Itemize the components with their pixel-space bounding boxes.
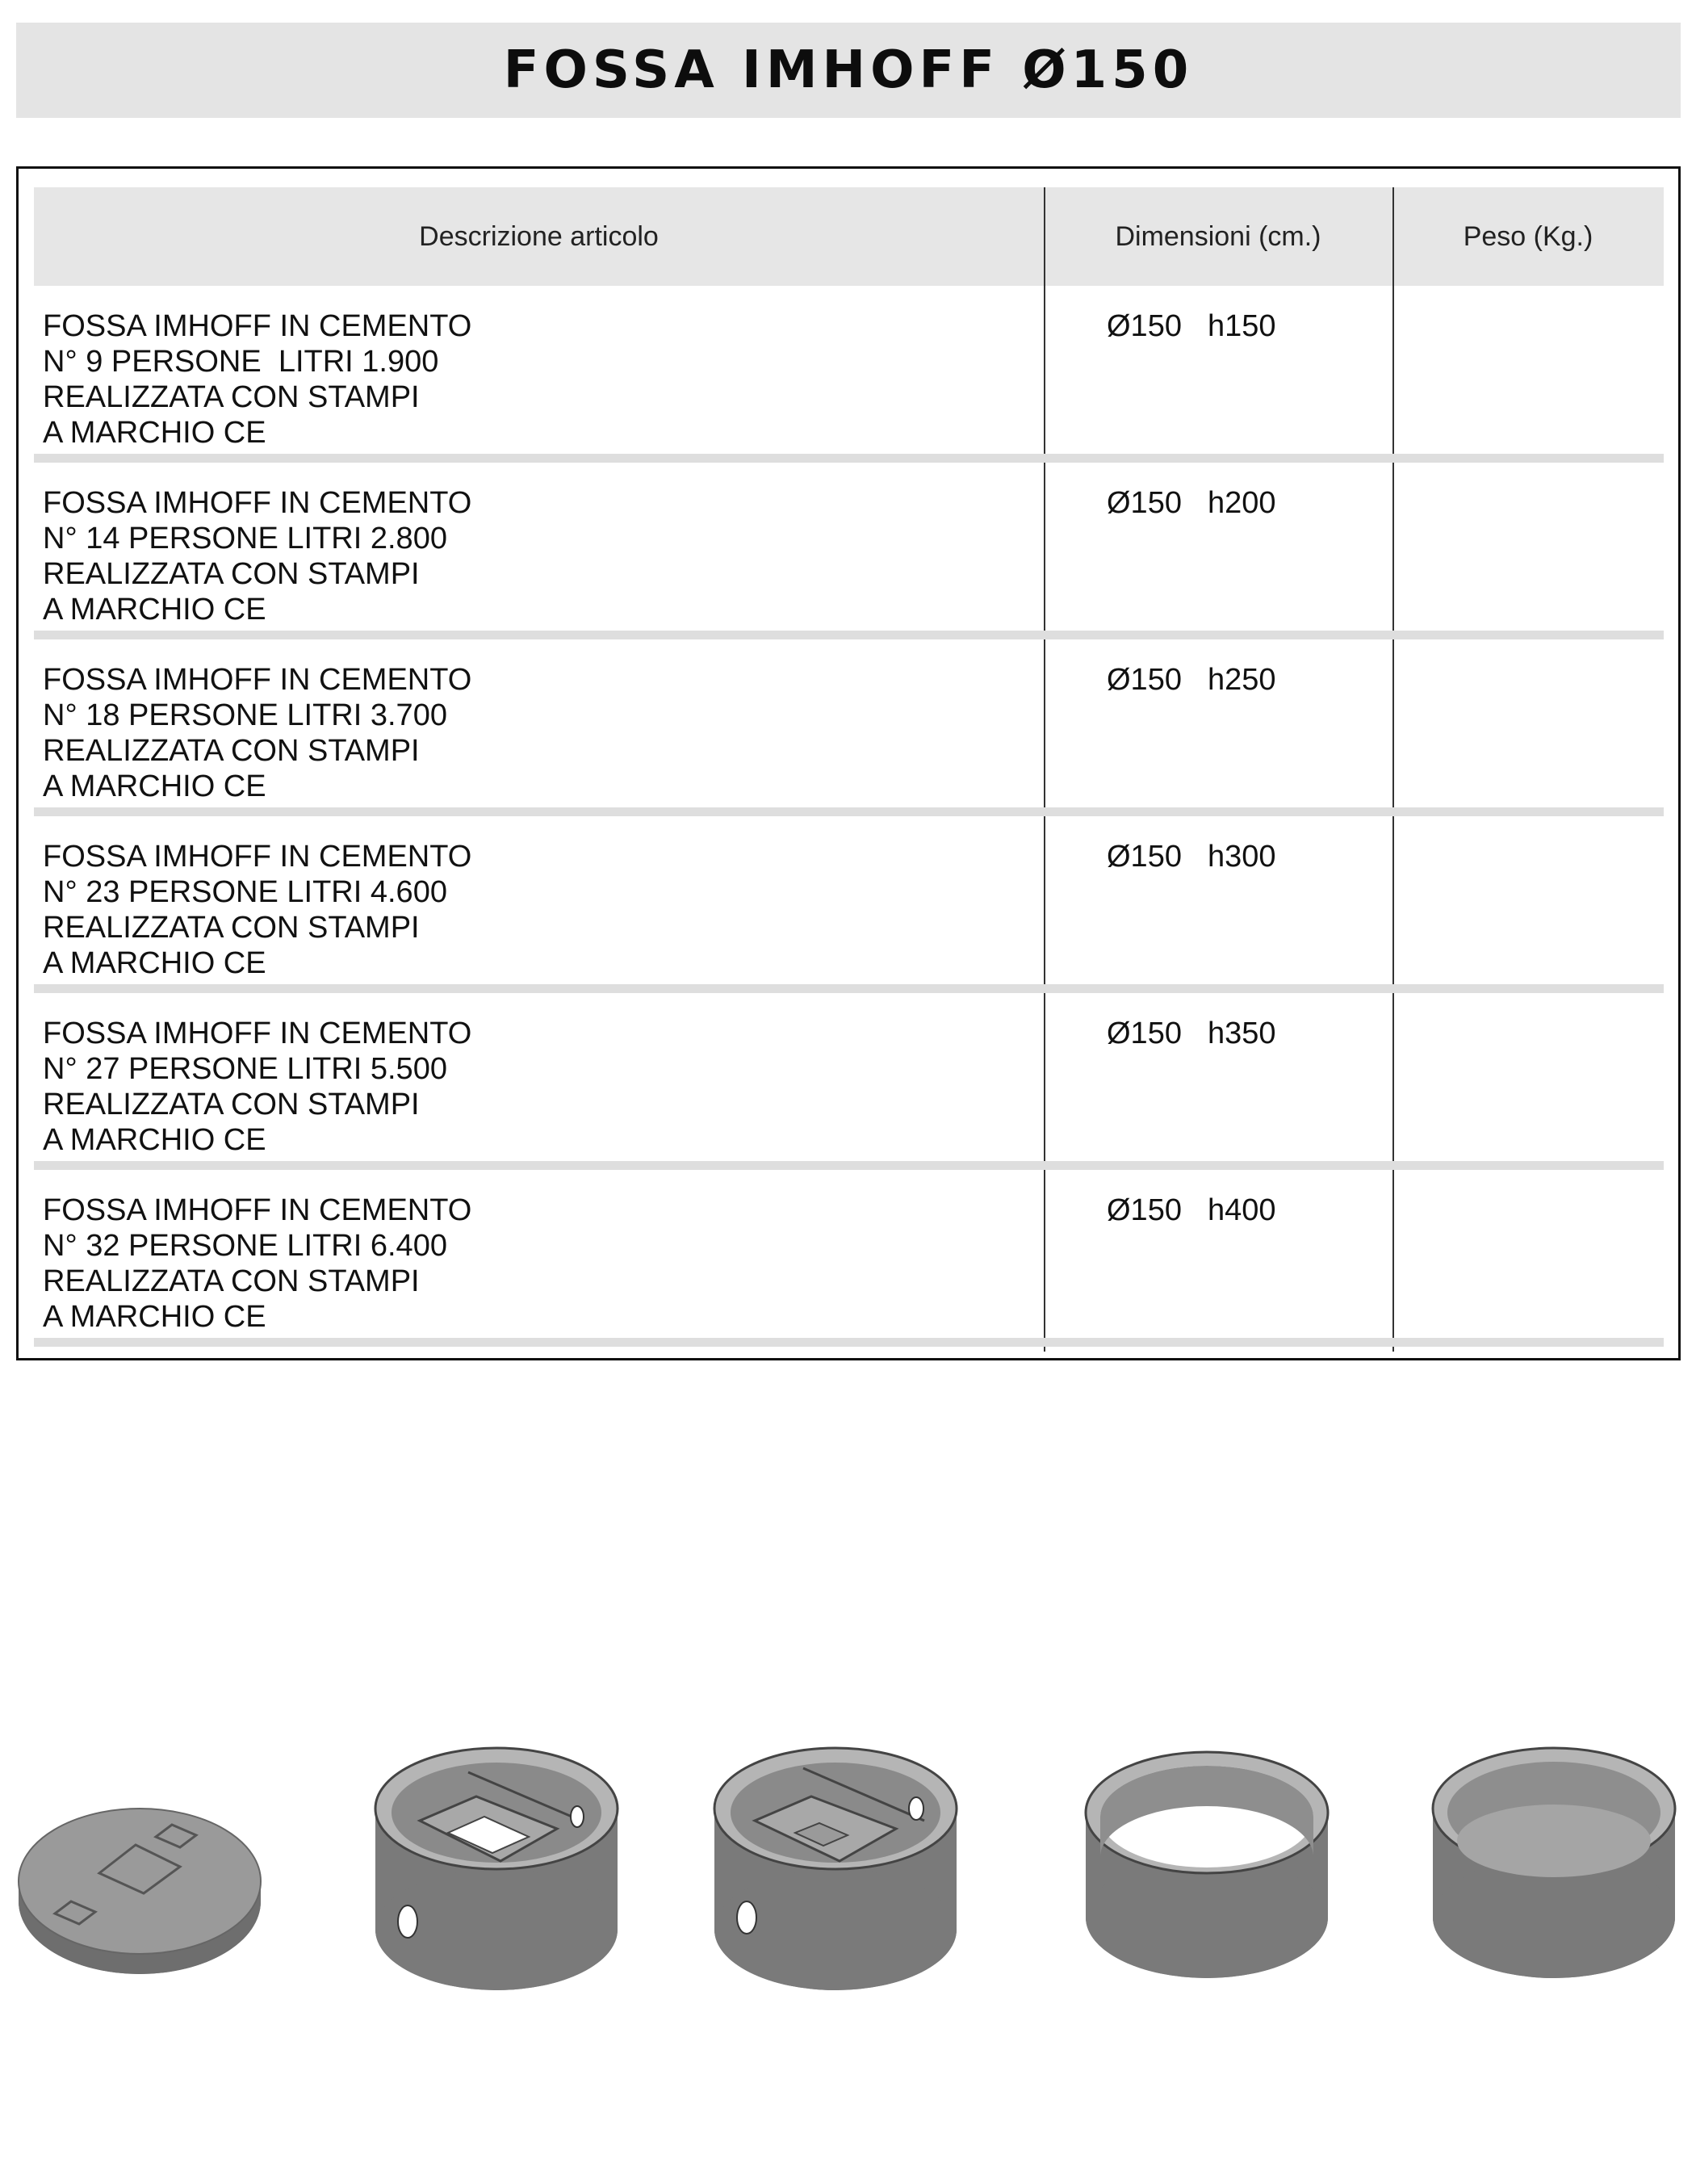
row-dimensions — [1107, 1193, 1276, 1228]
page-title: FOSSA IMHOFF Ø150 — [503, 40, 1194, 100]
row-separator — [34, 984, 1664, 993]
header-weight: Peso (Kg.) — [1463, 220, 1593, 252]
height-value: h350 — [1207, 1017, 1276, 1050]
product-table — [16, 166, 1681, 1360]
row-dimensions — [1107, 1016, 1276, 1051]
table-header — [34, 187, 1664, 286]
row-dimensions — [1107, 662, 1276, 698]
row-separator — [34, 631, 1664, 639]
diameter-value: Ø150 — [1107, 663, 1182, 697]
row-dimensions — [1107, 839, 1276, 874]
bottom-ring-illustration — [1429, 1728, 1679, 1986]
table-row — [19, 816, 1678, 993]
table-row — [19, 463, 1678, 639]
row-description: FOSSA IMHOFF IN CEMENTO N° 14 PERSONE LITRI 2.800 REALIZZATA CON STAMPI A MARCHIO CE — [43, 486, 472, 627]
middle-module-illustration — [710, 1728, 961, 1994]
table-row — [19, 639, 1678, 816]
row-separator — [34, 454, 1664, 463]
row-description: FOSSA IMHOFF IN CEMENTO N° 18 PERSONE LITRI 3.700 REALIZZATA CON STAMPI A MARCHIO CE — [43, 663, 472, 803]
header-dimensions: Dimensioni (cm.) — [1115, 220, 1321, 252]
row-separator — [34, 807, 1664, 816]
row-separator — [34, 1161, 1664, 1170]
top-module-illustration — [371, 1728, 622, 1994]
lid-slab-illustration — [15, 1760, 265, 2002]
height-value: h400 — [1207, 1193, 1276, 1227]
table-row — [19, 286, 1678, 463]
diameter-value: Ø150 — [1107, 1017, 1182, 1050]
row-description: FOSSA IMHOFF IN CEMENTO N° 23 PERSONE LITRI 4.600 REALIZZATA CON STAMPI A MARCHIO CE — [43, 840, 472, 980]
row-description: FOSSA IMHOFF IN CEMENTO N° 9 PERSONE LITRI 1.900 REALIZZATA CON STAMPI A MARCHIO CE — [43, 309, 472, 450]
row-description: FOSSA IMHOFF IN CEMENTO N° 32 PERSONE LITRI 6.400 REALIZZATA CON STAMPI A MARCHIO CE — [43, 1193, 472, 1334]
height-value: h300 — [1207, 840, 1276, 874]
table-row — [19, 993, 1678, 1170]
diameter-value: Ø150 — [1107, 1193, 1182, 1227]
diameter-value: Ø150 — [1107, 486, 1182, 520]
height-value: h150 — [1207, 309, 1276, 343]
open-ring-illustration — [1082, 1736, 1332, 1986]
header-description: Descrizione articolo — [419, 220, 659, 252]
row-dimensions — [1107, 485, 1276, 521]
diameter-value: Ø150 — [1107, 840, 1182, 874]
diameter-value: Ø150 — [1107, 309, 1182, 343]
table-row — [19, 1170, 1678, 1347]
height-value: h200 — [1207, 486, 1276, 520]
height-value: h250 — [1207, 663, 1276, 697]
row-separator — [34, 1338, 1664, 1347]
title-bar — [16, 23, 1681, 118]
row-description: FOSSA IMHOFF IN CEMENTO N° 27 PERSONE LITRI 5.500 REALIZZATA CON STAMPI A MARCHIO CE — [43, 1017, 472, 1157]
row-dimensions — [1107, 308, 1276, 344]
